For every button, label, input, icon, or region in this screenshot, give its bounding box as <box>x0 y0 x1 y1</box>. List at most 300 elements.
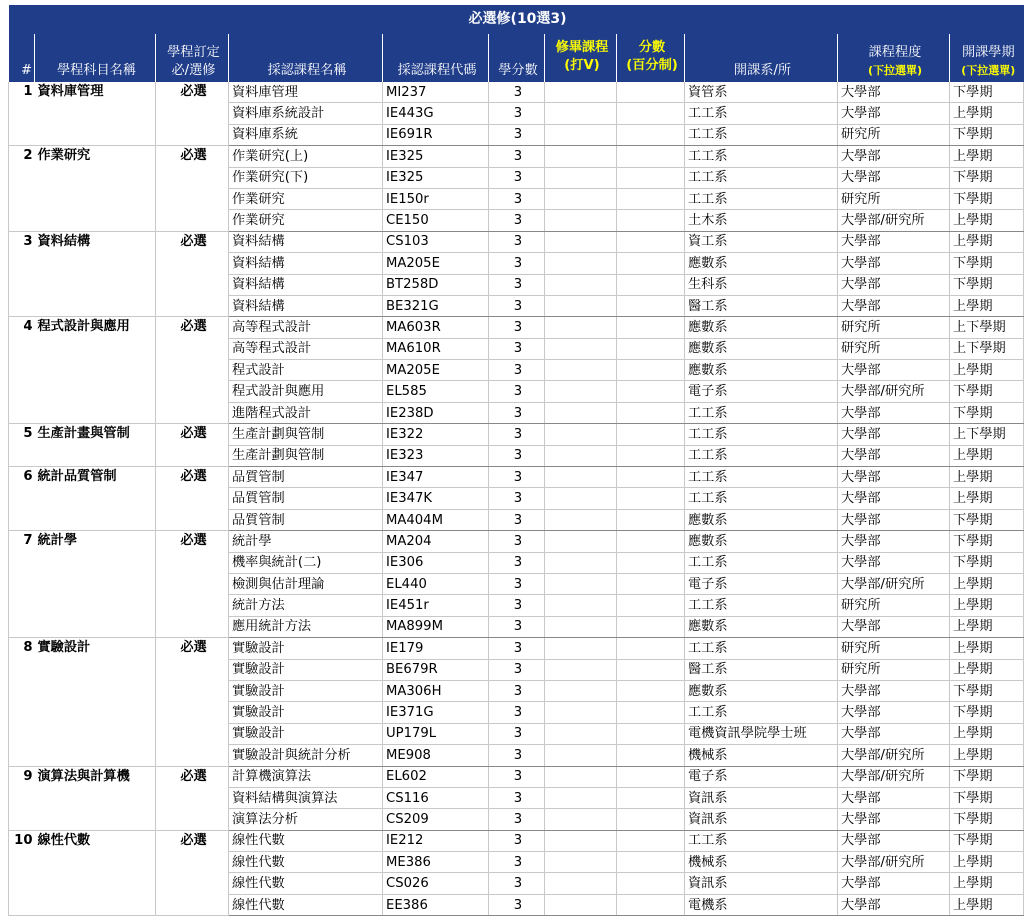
course-level-select[interactable]: 大學部/研究所 <box>838 745 950 766</box>
completed-cell[interactable] <box>545 830 617 851</box>
course-level-select[interactable]: 大學部/研究所 <box>838 766 950 787</box>
completed-cell[interactable] <box>545 210 617 231</box>
completed-cell[interactable] <box>545 531 617 552</box>
score-cell[interactable] <box>617 573 685 594</box>
completed-cell[interactable] <box>545 402 617 423</box>
completed-cell[interactable] <box>545 124 617 145</box>
course-term-select[interactable]: 下學期 <box>950 82 1024 103</box>
course-sheet <box>8 5 1023 916</box>
completed-cell[interactable] <box>545 638 617 659</box>
course-code: MA610R <box>383 338 489 359</box>
course-name: 機率與統計(二) <box>229 552 383 573</box>
course-code: IE150r <box>383 188 489 209</box>
score-cell[interactable] <box>617 82 685 103</box>
completed-cell[interactable] <box>545 723 617 744</box>
completed-cell[interactable] <box>545 274 617 295</box>
course-code: IE238D <box>383 402 489 423</box>
course-term-select[interactable]: 上學期 <box>950 231 1024 252</box>
header-score-line2: (百分制) <box>626 58 678 73</box>
course-level-select[interactable]: 大學部 <box>838 467 950 488</box>
course-dept: 工工系 <box>685 188 838 209</box>
course-name: 線性代數 <box>229 894 383 915</box>
course-level-select[interactable]: 大學部/研究所 <box>838 381 950 402</box>
completed-cell[interactable] <box>545 894 617 915</box>
course-level-select[interactable]: 大學部 <box>838 424 950 445</box>
required-type: 必選 <box>156 531 229 638</box>
course-name: 生產計劃與管制 <box>229 445 383 466</box>
completed-cell[interactable] <box>545 552 617 573</box>
course-dept: 工工系 <box>685 402 838 423</box>
course-term-select[interactable]: 下學期 <box>950 787 1024 808</box>
score-cell[interactable] <box>617 531 685 552</box>
course-dept: 醫工系 <box>685 295 838 316</box>
score-cell[interactable] <box>617 595 685 616</box>
header-term-label: 開課學期 <box>961 45 1015 60</box>
required-type: 必選 <box>156 766 229 830</box>
course-credits: 3 <box>489 424 545 445</box>
required-type: 必選 <box>156 830 229 916</box>
course-credits: 3 <box>489 124 545 145</box>
course-credits: 3 <box>489 723 545 744</box>
table-row <box>9 82 1024 103</box>
course-term-select[interactable]: 上學期 <box>950 595 1024 616</box>
course-name: 實驗設計 <box>229 702 383 723</box>
course-credits: 3 <box>489 702 545 723</box>
course-term-select[interactable]: 下學期 <box>950 509 1024 530</box>
course-term-select[interactable]: 上學期 <box>950 210 1024 231</box>
course-name: 作業研究 <box>229 210 383 231</box>
course-term-select[interactable]: 下學期 <box>950 274 1024 295</box>
course-level-select[interactable]: 大學部 <box>838 830 950 851</box>
score-cell[interactable] <box>617 381 685 402</box>
course-credits: 3 <box>489 830 545 851</box>
score-cell[interactable] <box>617 488 685 509</box>
course-level-select[interactable]: 大學部/研究所 <box>838 210 950 231</box>
course-name: 作業研究 <box>229 188 383 209</box>
table-row <box>9 531 1024 552</box>
course-name: 統計學 <box>229 531 383 552</box>
course-code: IE347K <box>383 488 489 509</box>
course-term-select[interactable]: 下學期 <box>950 766 1024 787</box>
course-level-select[interactable]: 大學部 <box>838 360 950 381</box>
course-credits: 3 <box>489 360 545 381</box>
course-code: EL440 <box>383 573 489 594</box>
group-index: 10 <box>9 830 35 916</box>
course-name: 品質管制 <box>229 509 383 530</box>
course-level-select[interactable]: 大學部 <box>838 402 950 423</box>
completed-cell[interactable] <box>545 82 617 103</box>
course-term-select[interactable]: 下學期 <box>950 381 1024 402</box>
course-term-select[interactable]: 下學期 <box>950 167 1024 188</box>
course-term-select[interactable]: 上學期 <box>950 894 1024 915</box>
completed-cell[interactable] <box>545 766 617 787</box>
table-row <box>9 638 1024 659</box>
required-type: 必選 <box>156 317 229 424</box>
course-code: IE212 <box>383 830 489 851</box>
course-dept: 電子系 <box>685 381 838 402</box>
course-name: 線性代數 <box>229 830 383 851</box>
course-level-select[interactable]: 大學部 <box>838 873 950 894</box>
course-level-select[interactable]: 大學部 <box>838 531 950 552</box>
completed-cell[interactable] <box>545 424 617 445</box>
course-term-select[interactable]: 上學期 <box>950 745 1024 766</box>
score-cell[interactable] <box>617 638 685 659</box>
course-dept: 工工系 <box>685 445 838 466</box>
score-cell[interactable] <box>617 317 685 338</box>
course-dept: 資訊系 <box>685 873 838 894</box>
score-cell[interactable] <box>617 702 685 723</box>
course-term-select[interactable]: 上學期 <box>950 873 1024 894</box>
course-term-select[interactable]: 上下學期 <box>950 424 1024 445</box>
course-dept: 應數系 <box>685 531 838 552</box>
course-term-select[interactable]: 上學期 <box>950 723 1024 744</box>
course-dept: 應數系 <box>685 338 838 359</box>
subject-name: 程式設計與應用 <box>35 317 156 424</box>
score-cell[interactable] <box>617 253 685 274</box>
required-type: 必選 <box>156 638 229 766</box>
course-dept: 工工系 <box>685 595 838 616</box>
course-credits: 3 <box>489 82 545 103</box>
group-index: 3 <box>9 231 35 317</box>
score-cell[interactable] <box>617 616 685 637</box>
course-dept: 電子系 <box>685 766 838 787</box>
course-level-select[interactable]: 大學部 <box>838 702 950 723</box>
course-level-select[interactable]: 研究所 <box>838 124 950 145</box>
completed-cell[interactable] <box>545 659 617 680</box>
course-name: 進階程式設計 <box>229 402 383 423</box>
course-dept: 應數系 <box>685 616 838 637</box>
course-dept: 機械系 <box>685 852 838 873</box>
course-term-select[interactable]: 下學期 <box>950 830 1024 851</box>
completed-cell[interactable] <box>545 167 617 188</box>
course-dept: 工工系 <box>685 167 838 188</box>
score-cell[interactable] <box>617 360 685 381</box>
score-cell[interactable] <box>617 873 685 894</box>
course-credits: 3 <box>489 680 545 701</box>
course-level-select[interactable]: 大學部 <box>838 509 950 530</box>
completed-cell[interactable] <box>545 873 617 894</box>
score-cell[interactable] <box>617 680 685 701</box>
course-credits: 3 <box>489 573 545 594</box>
course-dept: 工工系 <box>685 467 838 488</box>
course-level-select[interactable]: 大學部 <box>838 445 950 466</box>
completed-cell[interactable] <box>545 103 617 124</box>
course-name: 資料結構 <box>229 231 383 252</box>
score-cell[interactable] <box>617 146 685 167</box>
header-index: # <box>9 34 35 82</box>
course-level-select[interactable]: 大學部 <box>838 787 950 808</box>
completed-cell[interactable] <box>545 616 617 637</box>
course-term-select[interactable]: 上學期 <box>950 295 1024 316</box>
course-name: 演算法分析 <box>229 809 383 830</box>
course-dept: 工工系 <box>685 146 838 167</box>
course-name: 資料庫系統 <box>229 124 383 145</box>
course-term-select[interactable]: 上學期 <box>950 146 1024 167</box>
course-term-select[interactable]: 上學期 <box>950 445 1024 466</box>
score-cell[interactable] <box>617 509 685 530</box>
course-term-select[interactable]: 上學期 <box>950 659 1024 680</box>
course-level-select[interactable]: 大學部 <box>838 894 950 915</box>
table-row <box>9 146 1024 167</box>
course-name: 實驗設計與統計分析 <box>229 745 383 766</box>
required-type: 必選 <box>156 231 229 317</box>
completed-cell[interactable] <box>545 680 617 701</box>
completed-cell[interactable] <box>545 787 617 808</box>
course-level-select[interactable]: 研究所 <box>838 338 950 359</box>
course-table <box>8 5 1024 916</box>
course-level-select[interactable]: 大學部 <box>838 488 950 509</box>
course-dept: 資訊系 <box>685 787 838 808</box>
course-dept: 應數系 <box>685 680 838 701</box>
course-credits: 3 <box>489 873 545 894</box>
course-level-select[interactable]: 大學部 <box>838 616 950 637</box>
score-cell[interactable] <box>617 188 685 209</box>
completed-cell[interactable] <box>545 488 617 509</box>
completed-cell[interactable] <box>545 231 617 252</box>
header-subject: 學程科目名稱 <box>35 34 156 82</box>
course-name: 作業研究(下) <box>229 167 383 188</box>
course-term-select[interactable]: 上學期 <box>950 488 1024 509</box>
course-level-select[interactable]: 大學部 <box>838 680 950 701</box>
course-credits: 3 <box>489 445 545 466</box>
required-type: 必選 <box>156 146 229 232</box>
course-credits: 3 <box>489 274 545 295</box>
course-level-select[interactable]: 研究所 <box>838 638 950 659</box>
course-term-select[interactable]: 下學期 <box>950 124 1024 145</box>
course-term-select[interactable]: 上下學期 <box>950 338 1024 359</box>
completed-cell[interactable] <box>545 467 617 488</box>
title-row <box>9 5 1024 34</box>
score-cell[interactable] <box>617 124 685 145</box>
score-cell[interactable] <box>617 809 685 830</box>
course-term-select[interactable]: 上學期 <box>950 360 1024 381</box>
group-index: 6 <box>9 467 35 531</box>
subject-name: 統計品質管制 <box>35 467 156 531</box>
completed-cell[interactable] <box>545 188 617 209</box>
score-cell[interactable] <box>617 745 685 766</box>
course-credits: 3 <box>489 787 545 808</box>
course-code: MA306H <box>383 680 489 701</box>
course-dept: 醫工系 <box>685 659 838 680</box>
group-index: 5 <box>9 424 35 467</box>
course-name: 實驗設計 <box>229 638 383 659</box>
course-code: EL585 <box>383 381 489 402</box>
course-credits: 3 <box>489 638 545 659</box>
score-cell[interactable] <box>617 103 685 124</box>
course-dept: 工工系 <box>685 830 838 851</box>
course-term-select[interactable]: 上學期 <box>950 103 1024 124</box>
completed-cell[interactable] <box>545 509 617 530</box>
course-code: IE179 <box>383 638 489 659</box>
completed-cell[interactable] <box>545 338 617 359</box>
header-credits: 學分數 <box>489 34 545 82</box>
score-cell[interactable] <box>617 338 685 359</box>
completed-cell[interactable] <box>545 573 617 594</box>
subject-name: 線性代數 <box>35 830 156 916</box>
course-code: MA204 <box>383 531 489 552</box>
course-credits: 3 <box>489 809 545 830</box>
course-credits: 3 <box>489 659 545 680</box>
course-name: 品質管制 <box>229 488 383 509</box>
course-dept: 應數系 <box>685 253 838 274</box>
header-completed-line2: (打V) <box>564 58 600 73</box>
completed-cell[interactable] <box>545 852 617 873</box>
course-level-select[interactable]: 大學部 <box>838 552 950 573</box>
subject-name: 作業研究 <box>35 146 156 232</box>
course-term-select[interactable]: 上學期 <box>950 573 1024 594</box>
course-level-select[interactable]: 研究所 <box>838 659 950 680</box>
table-row <box>9 424 1024 445</box>
completed-cell[interactable] <box>545 295 617 316</box>
score-cell[interactable] <box>617 766 685 787</box>
score-cell[interactable] <box>617 231 685 252</box>
completed-cell[interactable] <box>545 745 617 766</box>
score-cell[interactable] <box>617 424 685 445</box>
completed-cell[interactable] <box>545 317 617 338</box>
completed-cell[interactable] <box>545 595 617 616</box>
course-dept: 工工系 <box>685 638 838 659</box>
course-dept: 工工系 <box>685 424 838 445</box>
course-level-select[interactable]: 大學部 <box>838 253 950 274</box>
course-level-select[interactable]: 研究所 <box>838 595 950 616</box>
course-code: UP179L <box>383 723 489 744</box>
course-name: 資料結構 <box>229 295 383 316</box>
header-term <box>950 34 1024 82</box>
course-dept: 工工系 <box>685 552 838 573</box>
course-credits: 3 <box>489 381 545 402</box>
course-term-select[interactable]: 上學期 <box>950 616 1024 637</box>
course-level-select[interactable]: 大學部 <box>838 274 950 295</box>
course-name: 計算機演算法 <box>229 766 383 787</box>
header-completed-line1: 修畢課程 <box>555 40 609 55</box>
course-credits: 3 <box>489 188 545 209</box>
course-level-select[interactable]: 大學部 <box>838 809 950 830</box>
course-code: IE306 <box>383 552 489 573</box>
course-term-select[interactable]: 上學期 <box>950 467 1024 488</box>
group-index: 7 <box>9 531 35 638</box>
course-code: CS026 <box>383 873 489 894</box>
course-dept: 電子系 <box>685 573 838 594</box>
course-term-select[interactable]: 下學期 <box>950 552 1024 573</box>
course-dept: 資管系 <box>685 82 838 103</box>
course-credits: 3 <box>489 766 545 787</box>
course-name: 資料庫系統設計 <box>229 103 383 124</box>
course-credits: 3 <box>489 488 545 509</box>
course-code: CS116 <box>383 787 489 808</box>
score-cell[interactable] <box>617 552 685 573</box>
course-level-select[interactable]: 大學部 <box>838 723 950 744</box>
course-level-select[interactable]: 大學部 <box>838 82 950 103</box>
score-cell[interactable] <box>617 830 685 851</box>
score-cell[interactable] <box>617 852 685 873</box>
completed-cell[interactable] <box>545 445 617 466</box>
score-cell[interactable] <box>617 445 685 466</box>
course-level-select[interactable]: 研究所 <box>838 188 950 209</box>
course-term-select[interactable]: 下學期 <box>950 402 1024 423</box>
score-cell[interactable] <box>617 467 685 488</box>
course-code: BE679R <box>383 659 489 680</box>
course-dept: 土木系 <box>685 210 838 231</box>
course-credits: 3 <box>489 146 545 167</box>
course-name: 品質管制 <box>229 467 383 488</box>
completed-cell[interactable] <box>545 381 617 402</box>
score-cell[interactable] <box>617 402 685 423</box>
header-level <box>838 34 950 82</box>
course-level-select[interactable]: 大學部 <box>838 231 950 252</box>
course-term-select[interactable]: 下學期 <box>950 680 1024 701</box>
score-cell[interactable] <box>617 787 685 808</box>
course-credits: 3 <box>489 509 545 530</box>
course-name: 程式設計與應用 <box>229 381 383 402</box>
subject-name: 資料結構 <box>35 231 156 317</box>
course-term-select[interactable]: 下學期 <box>950 188 1024 209</box>
score-cell[interactable] <box>617 210 685 231</box>
course-level-select[interactable]: 大學部 <box>838 295 950 316</box>
group-index: 4 <box>9 317 35 424</box>
score-cell[interactable] <box>617 295 685 316</box>
course-code: IE443G <box>383 103 489 124</box>
course-code: IE451r <box>383 595 489 616</box>
course-name: 統計方法 <box>229 595 383 616</box>
course-term-select[interactable]: 上學期 <box>950 852 1024 873</box>
course-credits: 3 <box>489 852 545 873</box>
course-name: 作業研究(上) <box>229 146 383 167</box>
course-dept: 電機資訊學院學士班 <box>685 723 838 744</box>
score-cell[interactable] <box>617 659 685 680</box>
course-name: 程式設計 <box>229 360 383 381</box>
course-term-select[interactable]: 下學期 <box>950 702 1024 723</box>
table-row <box>9 231 1024 252</box>
course-term-select[interactable]: 下學期 <box>950 809 1024 830</box>
course-code: MA899M <box>383 616 489 637</box>
course-term-select[interactable]: 上學期 <box>950 638 1024 659</box>
course-dept: 工工系 <box>685 124 838 145</box>
course-dept: 電機系 <box>685 894 838 915</box>
course-dept: 工工系 <box>685 702 838 723</box>
group-index: 2 <box>9 146 35 232</box>
course-credits: 3 <box>489 167 545 188</box>
course-code: IE347 <box>383 467 489 488</box>
course-level-select[interactable]: 研究所 <box>838 317 950 338</box>
course-level-select[interactable]: 大學部 <box>838 146 950 167</box>
course-term-select[interactable]: 下學期 <box>950 253 1024 274</box>
score-cell[interactable] <box>617 894 685 915</box>
course-level-select[interactable]: 大學部/研究所 <box>838 573 950 594</box>
score-cell[interactable] <box>617 167 685 188</box>
table-row <box>9 830 1024 851</box>
course-name: 高等程式設計 <box>229 338 383 359</box>
completed-cell[interactable] <box>545 702 617 723</box>
course-term-select[interactable]: 下學期 <box>950 531 1024 552</box>
course-term-select[interactable]: 上下學期 <box>950 317 1024 338</box>
completed-cell[interactable] <box>545 253 617 274</box>
completed-cell[interactable] <box>545 360 617 381</box>
course-name: 實驗設計 <box>229 659 383 680</box>
course-level-select[interactable]: 大學部/研究所 <box>838 852 950 873</box>
score-cell[interactable] <box>617 274 685 295</box>
completed-cell[interactable] <box>545 146 617 167</box>
course-name: 資料結構 <box>229 274 383 295</box>
group-index: 1 <box>9 82 35 146</box>
course-level-select[interactable]: 大學部 <box>838 103 950 124</box>
score-cell[interactable] <box>617 723 685 744</box>
subject-name: 實驗設計 <box>35 638 156 766</box>
header-score <box>617 34 685 82</box>
table-title: 必選修(10選3) <box>9 5 1024 34</box>
completed-cell[interactable] <box>545 809 617 830</box>
table-row <box>9 766 1024 787</box>
course-level-select[interactable]: 大學部 <box>838 167 950 188</box>
